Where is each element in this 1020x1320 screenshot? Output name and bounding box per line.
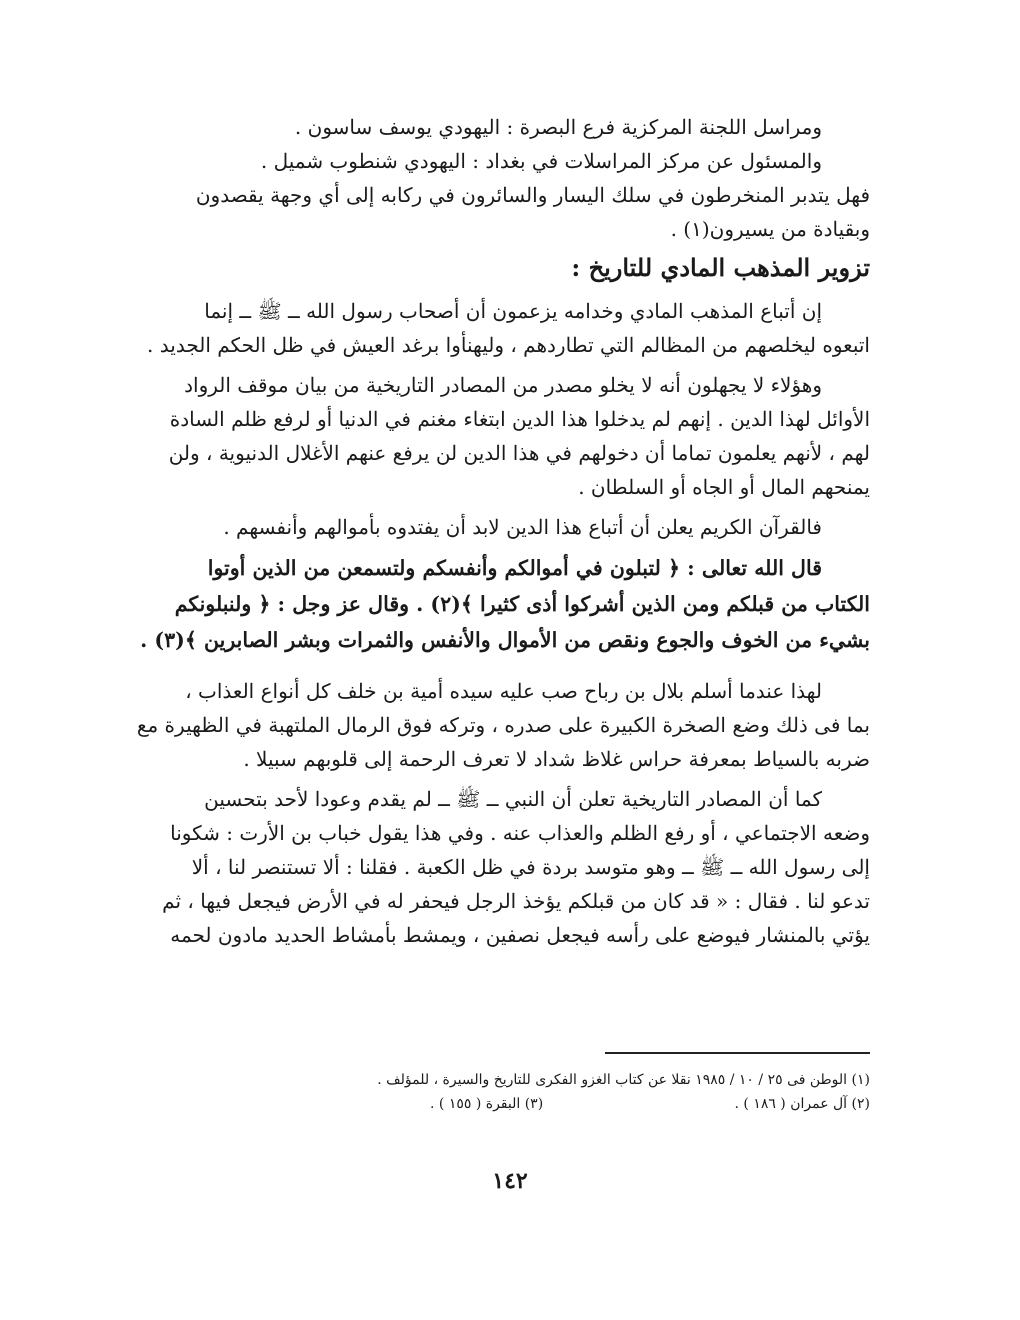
- quote-line: قال الله تعالى : ﴿ لتبلون في أموالكم وأنفسكم ولتسمعن من الذين أوتوا: [207, 556, 822, 580]
- paragraph-2: [150, 368, 870, 504]
- text-line: لهم ، لأنهم يعلمون تماما أن دخولهم في هذا الدين لن يرفع عنهم الأغلال الدنيوية ، ولن: [168, 441, 870, 465]
- page-body: [136, 110, 870, 952]
- section-heading: تزوير المذهب المادي للتاريخ :: [571, 253, 870, 282]
- text-line: بما فى ذلك وضع الصخرة الكبيرة على صدره ، وتركه فوق الرمال الملتهبة في الظهيرة مع: [136, 713, 870, 737]
- text-line: وبقيادة من يسيرون(١) .: [670, 217, 870, 241]
- text-line: ضربه بالسياط بمعرفة حراس غلاظ شداد لا تعرف الرحمة إلى قلوبهم سبيلا .: [243, 747, 870, 771]
- text-line: يؤتي بالمنشار فيوضع على رأسه فيجعل نصفين ، ويمشط بأمشاط الحديد مادون لحمه: [170, 923, 870, 947]
- footnote-3: (٣) البقرة ( ١٥٥ ) .: [430, 1096, 544, 1112]
- text-line: يمنحهم المال أو الجاه أو السلطان .: [578, 475, 870, 499]
- text-line: فهل يتدبر المنخرطون في سلك اليسار والسائرون في ركابه إلى أي وجهة يقصدون: [195, 183, 870, 207]
- text-line: لهذا عندما أسلم بلال بن رباح صب عليه سيده أمية بن خلف كل أنواع العذاب ،: [185, 679, 822, 703]
- paragraph-3: [150, 510, 870, 544]
- footnote-row: [430, 1092, 870, 1116]
- footnote-2: (٢) آل عمران ( ١٨٦ ) .: [734, 1096, 870, 1112]
- paragraph-4: [136, 674, 870, 776]
- text-line: الأوائل لهذا الدين . إنهم لم يدخلوا هذا الدين ابتغاء مغنم في الدنيا أو لرفع ظلم السادة: [169, 407, 870, 431]
- footnote-divider: [605, 1052, 870, 1054]
- text-line: إن أتباع المذهب المادي وخدامه يزعمون أن أصحاب رسول الله ــ ﷺ ــ إنما: [204, 299, 822, 323]
- quote-line: الكتاب من قبلكم ومن الذين أشركوا أذى كثيرا ﴾(٢) . وقال عز وجل : ﴿ ولنبلونكم: [174, 592, 870, 616]
- page-number: ١٤٢: [492, 1168, 528, 1194]
- text-line: وضعه الاجتماعي ، أو رفع الظلم والعذاب عنه . وفي هذا يقول خباب بن الأرت : شكونا: [170, 821, 870, 845]
- paragraph-1: [147, 294, 870, 362]
- text-line: ومراسل اللجنة المركزية فرع البصرة : اليهودي يوسف ساسون .: [294, 115, 822, 139]
- footnote-1: (١) الوطن فى ٢٥ / ١٠ / ١٩٨٥ نقلا عن كتاب الغزو الفكرى للتاريخ والسيرة ، للمؤلف .: [377, 1072, 870, 1088]
- quote-line: بشيء من الخوف والجوع ونقص من الأموال والأنفس والثمرات وبشر الصابرين ﴾(٣) .: [140, 628, 870, 652]
- text-line: وهؤلاء لا يجهلون أنه لا يخلو مصدر من المصادر التاريخية من بيان موقف الرواد: [184, 373, 822, 397]
- intro-paragraph: [150, 110, 870, 246]
- text-line: والمسئول عن مركز المراسلات في بغداد : اليهودي شنطوب شميل .: [260, 149, 822, 173]
- footnotes: [150, 1052, 870, 1116]
- quran-quote: [140, 550, 870, 658]
- text-line: إلى رسول الله ــ ﷺ ــ وهو متوسد بردة في ظل الكعبة . فقلنا : ألا تستنصر لنا ، ألا: [191, 855, 870, 879]
- text-line: اتبعوه ليخلصهم من المظالم التي تطاردهم ، وليهنأوا برغد العيش في ظل الحكم الجديد .: [147, 333, 870, 357]
- text-line: فالقرآن الكريم يعلن أن أتباع هذا الدين لابد أن يفتدوه بأموالهم وأنفسهم .: [223, 515, 822, 539]
- text-line: تدعو لنا . فقال : « قد كان من قبلكم يؤخذ الرجل فيحفر له في الأرض فيجعل فيها ، ثم: [162, 889, 870, 913]
- paragraph-5: [150, 782, 870, 952]
- text-line: كما أن المصادر التاريخية تعلن أن النبي ــ ﷺ ــ لم يقدم وعودا لأحد بتحسين: [204, 787, 822, 811]
